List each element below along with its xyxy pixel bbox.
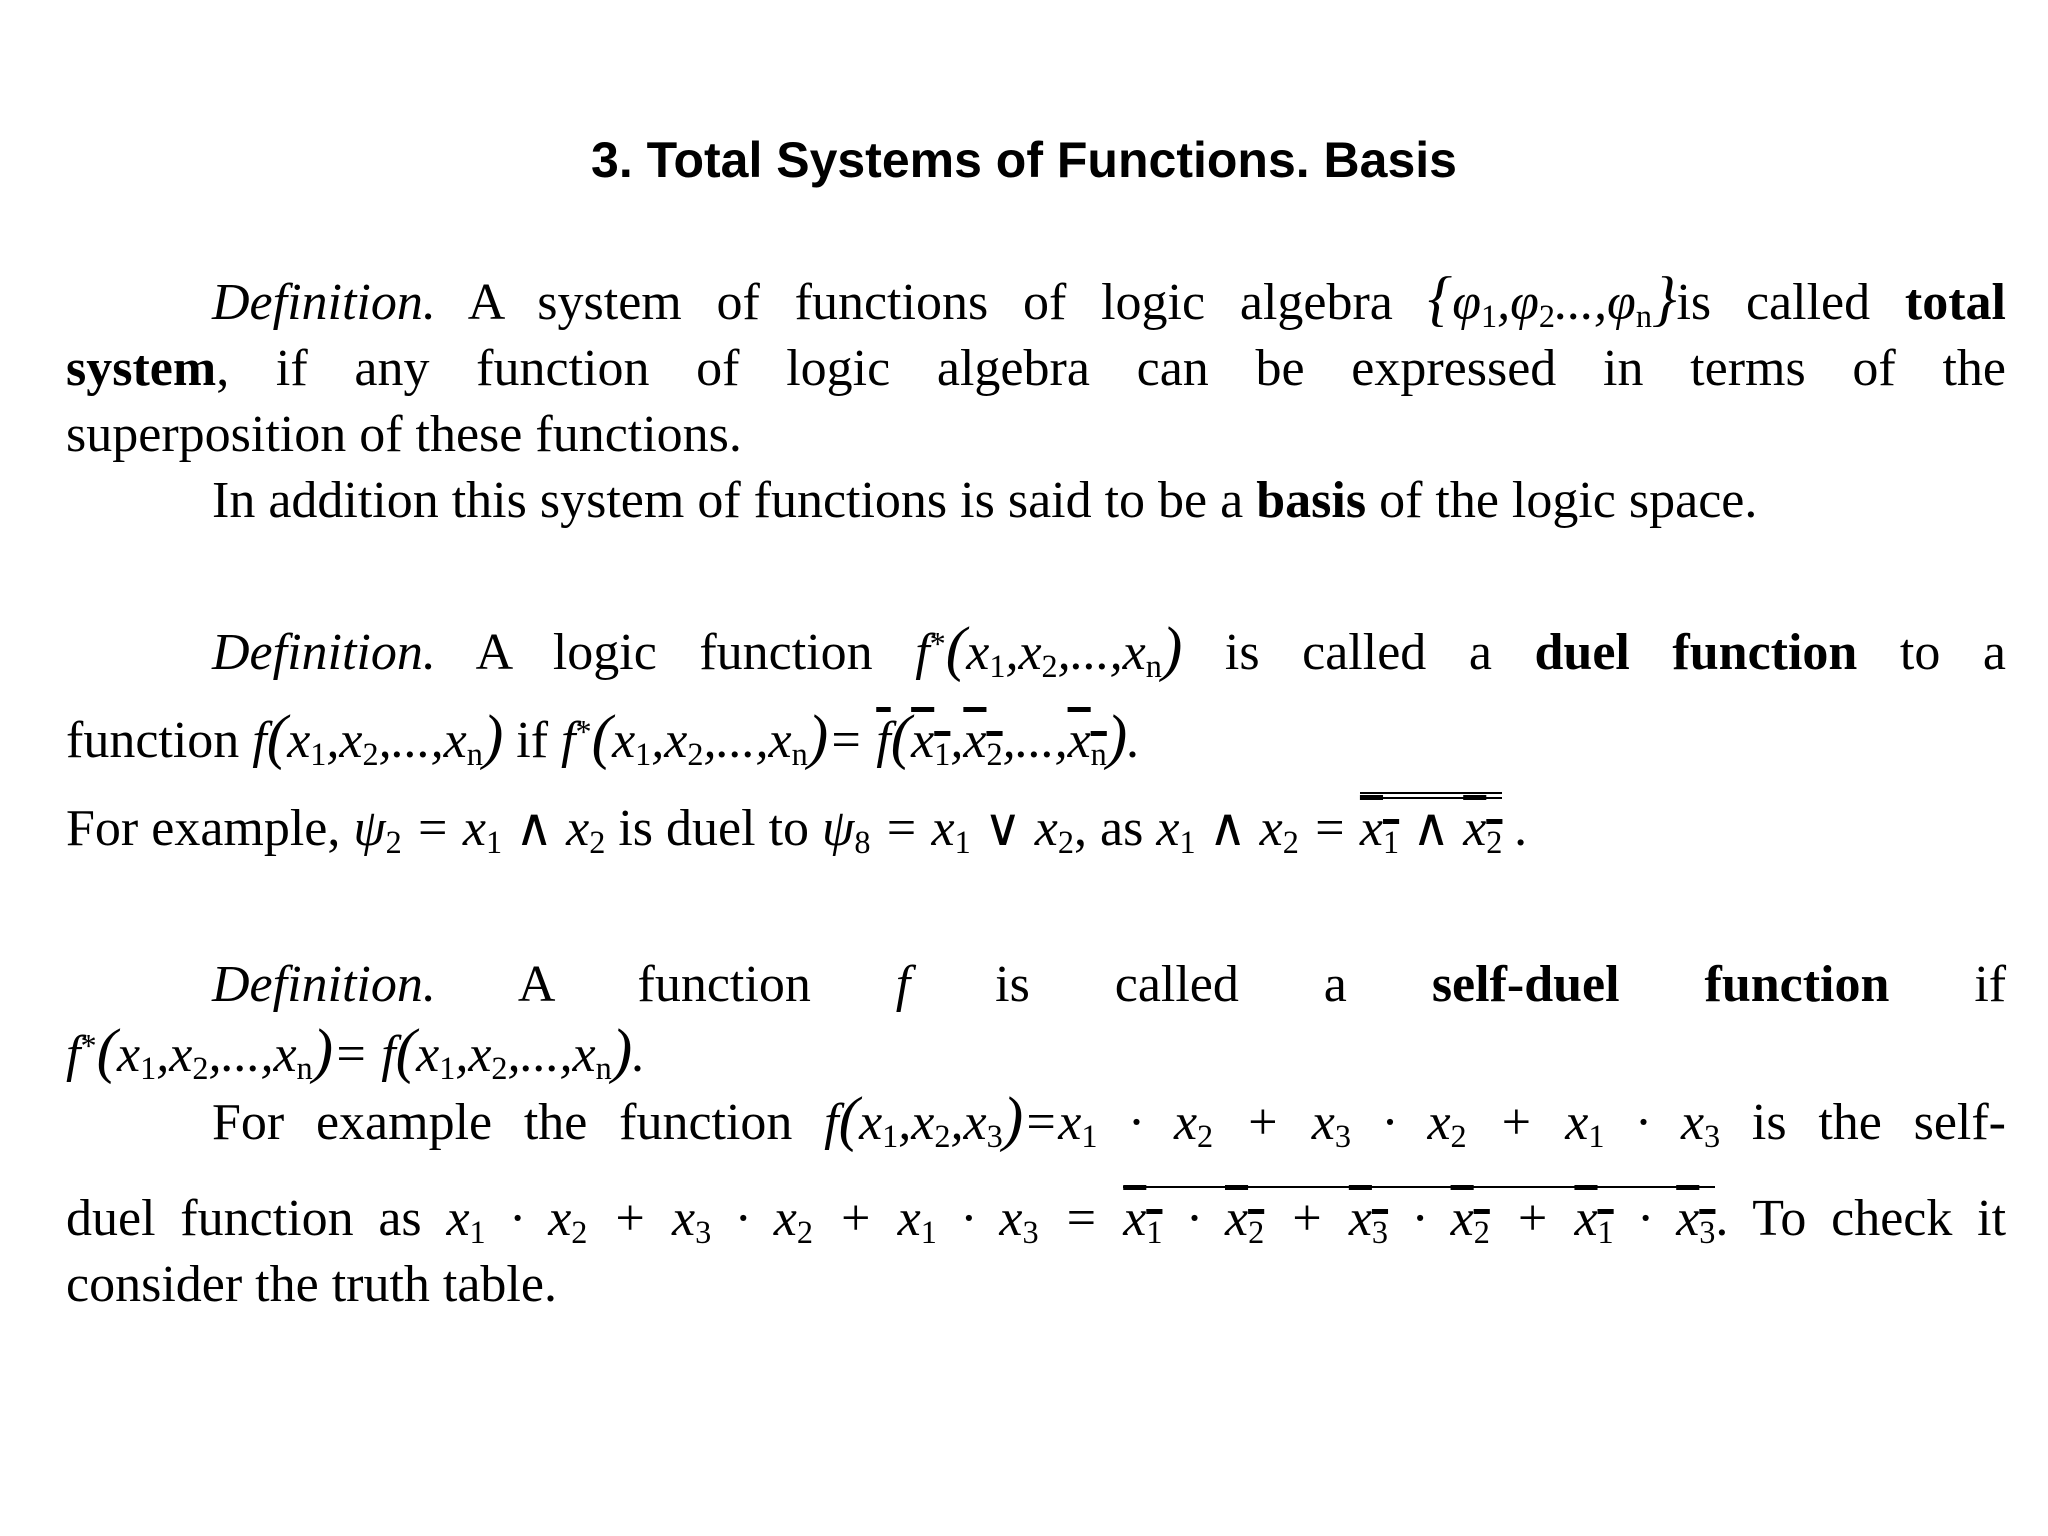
term-function: function [1704, 956, 1890, 1013]
term-self-duel: self-duel [1431, 956, 1620, 1013]
definition-self-duel-function: Definition. A function f is called a self-duel function if $f^*(x_1,x_2,...,x_n)= f(x_1,x_2,...,x_n)$. For example the function $f(x_1,x_2,x_3)=x_1 \cdot x_2 + x_3 \cdot x_2 + x_1 \cdot x_3$ is the self- duel function as $x_1 \cdot x_2 + x_3 \cdot x_2 + x_1 \cdot x_3 = x_1 \cdot x_2 + x_3 \cdot x_2 + x_1 \cdot x_3$. To check it consider the truth table. [66, 956, 2007, 1313]
term-duel-function: duel function [1534, 624, 1858, 681]
definition-total-system: Definition. A system of functions of logic algebra $\{\varphi_1,\varphi_2...,\varphi_n\}is$ called total system, if any function of logic algebra can be expressed in terms of the superposition of these functions. In addition this system of functions is said to be a basis of the logic space. [66, 270, 2006, 534]
psi2-formula: $\psi_2 = x_1$ ∧ $x_2$ [353, 800, 606, 861]
definition-label: Definition. [212, 624, 436, 681]
function-formula: $f(x_1,x_2,...,x_n)$ [252, 703, 504, 773]
basis-sentence: In addition this system of functions is said to be a basis of the logic space. [212, 472, 1758, 529]
function-set-formula: $\{\varphi_1,\varphi_2...,\varphi_n\}$ [1427, 265, 1677, 335]
term-total: total [1904, 274, 2006, 331]
term-basis: basis [1256, 472, 1367, 529]
self-duel-check-formula: $x_1 \cdot x_2 + x_3 \cdot x_2 + x_1 \cdot x_3 = x_1 \cdot x_2 + x_3 \cdot x_2 + x_1 \cdot x_3$ [446, 1190, 1715, 1247]
duel-example: For example, $\psi_2 = x_1$ ∧ $x_2$ is duel to $\psi_8 = x_1$ ∨ $x_2$, as $x_1$ ∧ $x_2 = x_1$ ∧ $x_2$ . [66, 796, 2006, 862]
term-system: system [66, 340, 217, 397]
definition-label: Definition. [212, 956, 436, 1013]
dual-function-formula: $f^*(x_1,x_2,...,x_n)$ [915, 615, 1183, 685]
page-title: 3. Total Systems of Functions. Basis [591, 132, 1457, 188]
psi8-formula: $\psi_8 = x_1$ ∨ $x_2$ [822, 800, 1075, 861]
duality-definition-formula: $f^*(x_1,x_2,...,x_n)= \overline{f}(x_1,x_2,...,x_n)$. [561, 703, 1141, 773]
definition-label: Definition. [212, 274, 436, 331]
definition-duel-function: Definition. A logic function $f^*(x_1,x_2,...,x_n)$ is called a duel function to a function $f(x_1,x_2,...,x_n)$ if $f^*(x_1,x_2,...,x_n)= \overline{f}(x_1,x_2,...,x_n)$. For example, $\psi_2 = x_1$ ∧ $x_2$ is duel to $\psi_8 = x_1$ ∨ $x_2$, as $x_1$ ∧ $x_2 = x_1$ ∧ $x_2$ . [66, 615, 2006, 861]
self-duel-condition-formula: $f^*(x_1,x_2,...,x_n)= f(x_1,x_2,...,x_n)$. [66, 1017, 646, 1087]
example-function-formula: $f(x_1,x_2,x_3)=x_1 \cdot x_2 + x_3 \cdot x_2 + x_1 \cdot x_3$ [824, 1085, 1721, 1155]
duality-check-formula: $x_1$ ∧ $x_2 = x_1$ ∧ $x_2$ . [1156, 800, 1528, 857]
